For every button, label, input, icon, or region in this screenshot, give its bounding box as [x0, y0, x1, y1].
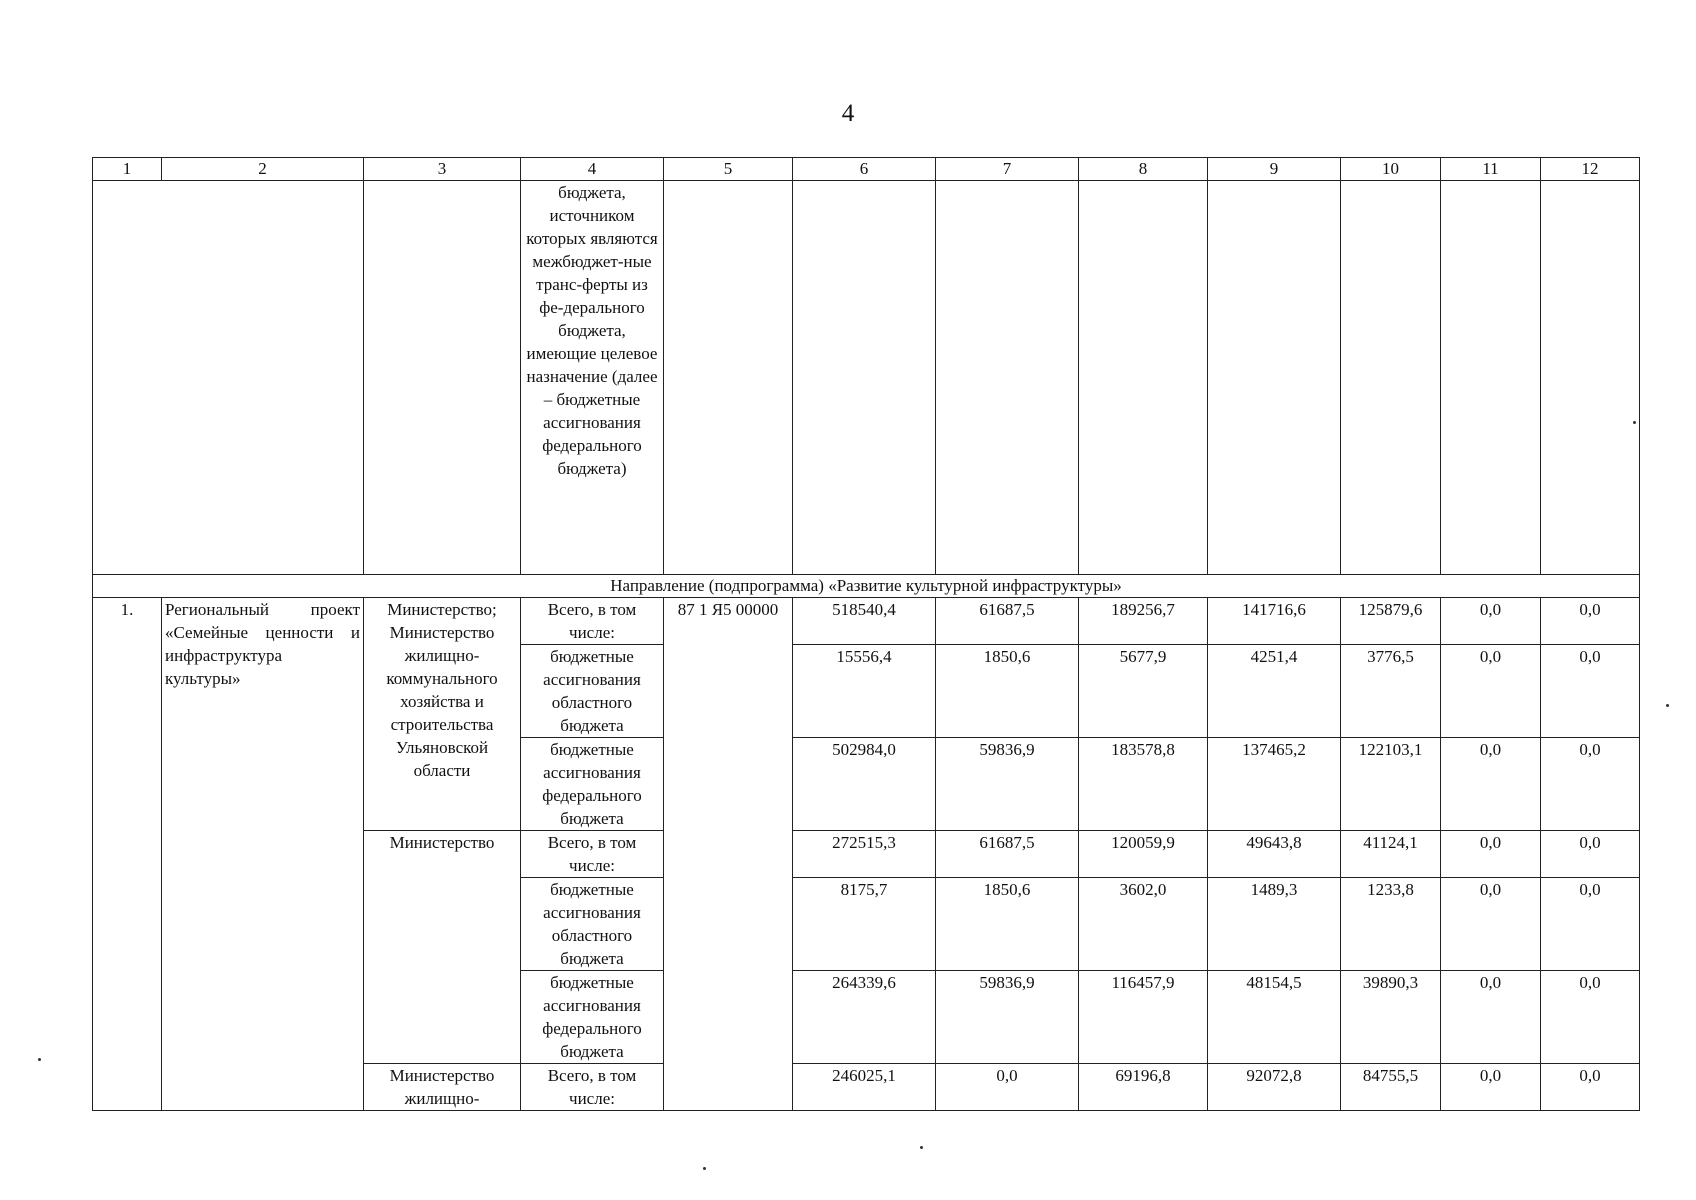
value-cell: 0,0 — [1541, 738, 1640, 831]
source-cell: Всего, в том числе: — [521, 1064, 664, 1111]
value-cell: 0,0 — [1441, 878, 1541, 971]
section-row — [93, 575, 1640, 598]
section-title: Направление (подпрограмма) «Развитие культурной инфраструктуры» — [93, 575, 1640, 598]
source-cell: бюджетные ассигнования федерального бюджета — [521, 971, 664, 1064]
cell — [1208, 181, 1341, 575]
source-cell: бюджета, источником которых являются межбюджет-ные транс-ферты из фе-дерального бюджета, имеющие целевое назначение (далее – бюджетные ассигнования федерального бюджета) — [521, 181, 664, 575]
col-header: 7 — [936, 158, 1079, 181]
value-cell: 1233,8 — [1341, 878, 1441, 971]
scan-speck — [1666, 704, 1669, 707]
value-cell: 61687,5 — [936, 598, 1079, 645]
value-cell: 0,0 — [1441, 971, 1541, 1064]
value-cell: 41124,1 — [1341, 831, 1441, 878]
value-cell: 137465,2 — [1208, 738, 1341, 831]
executor-cell: Министерство; Министерство жилищно-коммунального хозяйства и строительства Ульяновской области — [364, 598, 521, 831]
cell — [364, 181, 521, 575]
value-cell: 518540,4 — [793, 598, 936, 645]
value-cell: 0,0 — [1441, 598, 1541, 645]
value-cell: 48154,5 — [1208, 971, 1341, 1064]
value-cell: 4251,4 — [1208, 645, 1341, 738]
value-cell: 264339,6 — [793, 971, 936, 1064]
cell — [793, 181, 936, 575]
value-cell: 1850,6 — [936, 645, 1079, 738]
value-cell: 3776,5 — [1341, 645, 1441, 738]
value-cell: 141716,6 — [1208, 598, 1341, 645]
cell — [1541, 181, 1640, 575]
cell — [1079, 181, 1208, 575]
budget-table — [92, 157, 1640, 1111]
value-cell: 0,0 — [1541, 971, 1640, 1064]
source-cell: Всего, в том числе: — [521, 831, 664, 878]
col-header: 5 — [664, 158, 793, 181]
cell — [1341, 181, 1441, 575]
column-number-row — [93, 158, 1640, 181]
value-cell: 0,0 — [1441, 738, 1541, 831]
col-header: 6 — [793, 158, 936, 181]
value-cell: 125879,6 — [1341, 598, 1441, 645]
value-cell: 116457,9 — [1079, 971, 1208, 1064]
value-cell: 122103,1 — [1341, 738, 1441, 831]
value-cell: 8175,7 — [793, 878, 936, 971]
value-cell: 0,0 — [936, 1064, 1079, 1111]
table-row — [93, 598, 1640, 645]
col-header: 2 — [162, 158, 364, 181]
value-cell: 0,0 — [1441, 645, 1541, 738]
project-name: Региональный проект «Семейные ценности и инфраструктура культуры» — [162, 598, 364, 1111]
scan-speck — [38, 1058, 41, 1061]
source-cell: бюджетные ассигнования областного бюджета — [521, 645, 664, 738]
value-cell: 59836,9 — [936, 738, 1079, 831]
value-cell: 0,0 — [1441, 831, 1541, 878]
code-cell: 87 1 Я5 00000 — [664, 598, 793, 1111]
cell — [93, 181, 364, 575]
executor-cell: Министерство — [364, 831, 521, 1064]
value-cell: 69196,8 — [1079, 1064, 1208, 1111]
value-cell: 0,0 — [1541, 1064, 1640, 1111]
cell — [1441, 181, 1541, 575]
value-cell: 0,0 — [1541, 645, 1640, 738]
value-cell: 246025,1 — [793, 1064, 936, 1111]
page-number: 4 — [841, 100, 855, 127]
source-cell: бюджетные ассигнования областного бюджета — [521, 878, 664, 971]
value-cell: 183578,8 — [1079, 738, 1208, 831]
source-cell: бюджетные ассигнования федерального бюджета — [521, 738, 664, 831]
value-cell: 49643,8 — [1208, 831, 1341, 878]
value-cell: 272515,3 — [793, 831, 936, 878]
value-cell: 15556,4 — [793, 645, 936, 738]
col-header: 1 — [93, 158, 162, 181]
value-cell: 0,0 — [1541, 831, 1640, 878]
value-cell: 0,0 — [1441, 1064, 1541, 1111]
value-cell: 502984,0 — [793, 738, 936, 831]
value-cell: 0,0 — [1541, 598, 1640, 645]
cell — [936, 181, 1079, 575]
value-cell: 1850,6 — [936, 878, 1079, 971]
executor-cell: Министерство жилищно- — [364, 1064, 521, 1111]
col-header: 3 — [364, 158, 521, 181]
value-cell: 1489,3 — [1208, 878, 1341, 971]
scan-speck — [1633, 421, 1636, 424]
continuation-row — [93, 181, 1640, 575]
col-header: 12 — [1541, 158, 1640, 181]
value-cell: 3602,0 — [1079, 878, 1208, 971]
value-cell: 59836,9 — [936, 971, 1079, 1064]
value-cell: 5677,9 — [1079, 645, 1208, 738]
cell — [664, 181, 793, 575]
value-cell: 39890,3 — [1341, 971, 1441, 1064]
value-cell: 0,0 — [1541, 878, 1640, 971]
col-header: 11 — [1441, 158, 1541, 181]
col-header: 9 — [1208, 158, 1341, 181]
value-cell: 92072,8 — [1208, 1064, 1341, 1111]
source-cell: Всего, в том числе: — [521, 598, 664, 645]
scan-speck — [703, 1167, 706, 1170]
col-header: 4 — [521, 158, 664, 181]
value-cell: 189256,7 — [1079, 598, 1208, 645]
value-cell: 120059,9 — [1079, 831, 1208, 878]
col-header: 10 — [1341, 158, 1441, 181]
value-cell: 61687,5 — [936, 831, 1079, 878]
scan-speck — [920, 1146, 923, 1149]
value-cell: 84755,5 — [1341, 1064, 1441, 1111]
row-number: 1. — [93, 598, 162, 1111]
col-header: 8 — [1079, 158, 1208, 181]
